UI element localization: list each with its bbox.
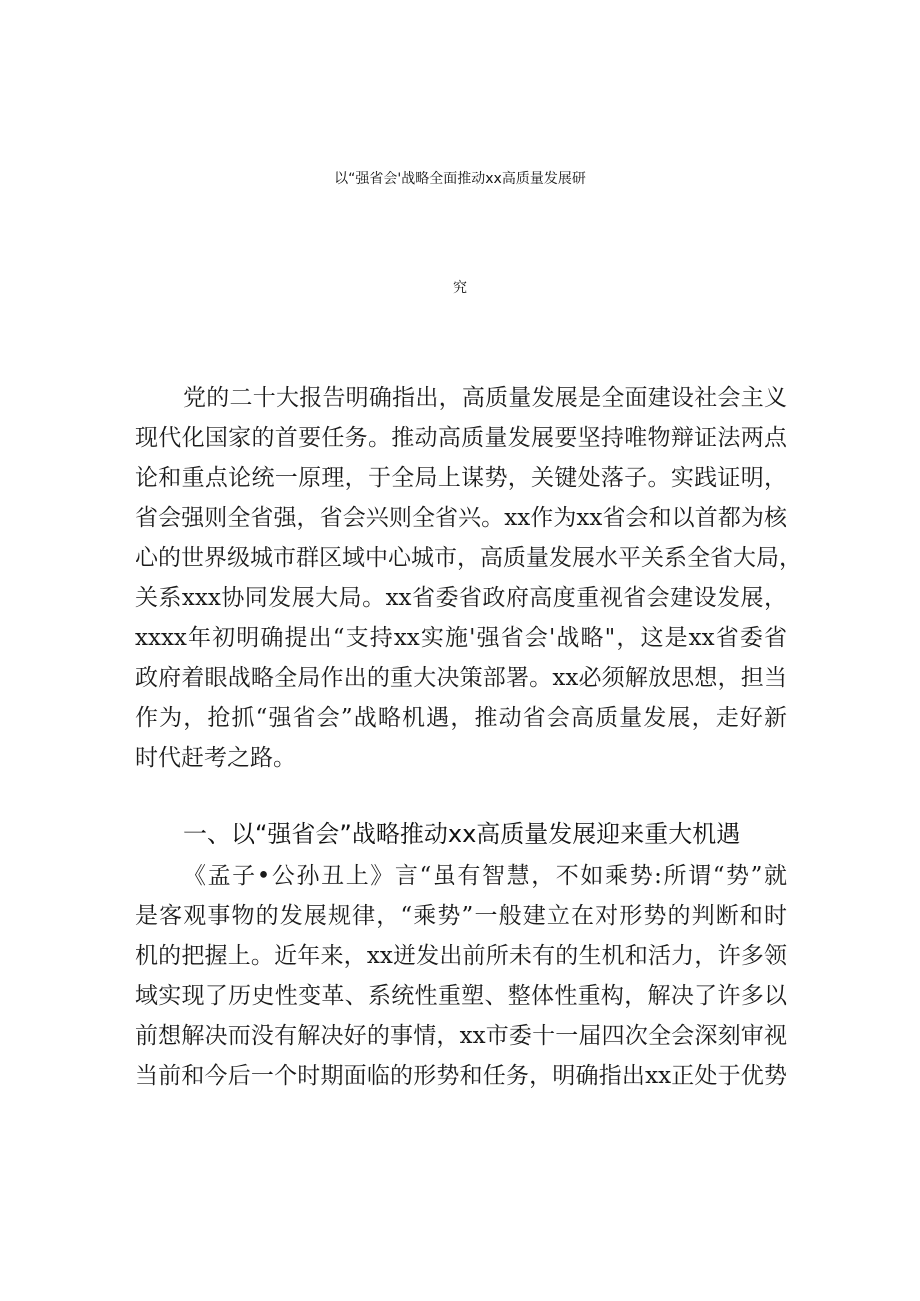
- paragraph-1-line: xxxx年初明确提出“支持xx实施'强省会'战略"，这是xx省委省: [135, 625, 787, 651]
- paragraph-1-line: 党的二十大报告明确指出，高质量发展是全面建设社会主义: [183, 385, 787, 411]
- paragraph-2-line: 当前和今后一个时期面临的形势和任务，明确指出xx正处于优势: [135, 1063, 787, 1089]
- paragraph-1-line: 政府着眼战略全局作出的重大决策部署。xx必须解放思想，担当: [135, 665, 787, 691]
- paragraph-2-line: 《孟子•公孙丑上》言“虽有智慧，不如乘势:所谓“势”就: [183, 863, 787, 889]
- document-title-line-1: 以“强省会'战略全面推动xx高质量发展研: [334, 171, 586, 187]
- paragraph-1-line: 省会强则全省强，省会兴则全省兴。xx作为xx省会和以首都为核: [135, 505, 787, 531]
- paragraph-2-line: 机的把握上。近年来，xx迸发出前所未有的生机和活力，许多领: [135, 943, 787, 969]
- paragraph-1-line: 时代赶考之路。: [135, 745, 296, 771]
- section-heading-1: 一、以“强省会”战略推动xx高质量发展迎来重大机遇: [183, 820, 741, 848]
- paragraph-1-line: 现代化国家的首要任务。推动高质量发展要坚持唯物辩证法两点: [135, 425, 787, 451]
- paragraph-1-line: 关系xxx协同发展大局。xx省委省政府高度重视省会建设发展，: [135, 585, 787, 611]
- paragraph-1-line: 论和重点论统一原理，于全局上谋势，关键处落子。实践证明，: [135, 465, 787, 491]
- paragraph-1-line: 心的世界级城市群区域中心城市，高质量发展水平关系全省大局，: [135, 545, 802, 571]
- document-title-line-2: 究: [453, 280, 467, 296]
- paragraph-2-line: 是客观事物的发展规律，“乘势”一般建立在对形势的判断和时: [135, 903, 787, 929]
- paragraph-2-line: 域实现了历史性变革、系统性重塑、整体性重构，解决了许多以: [135, 983, 787, 1009]
- paragraph-2-line: 前想解决而没有解决好的事情，xx市委十一届四次全会深刻审视: [135, 1023, 787, 1049]
- paragraph-1-line: 作为，抢抓“强省会”战略机遇，推动省会高质量发展，走好新: [135, 705, 787, 731]
